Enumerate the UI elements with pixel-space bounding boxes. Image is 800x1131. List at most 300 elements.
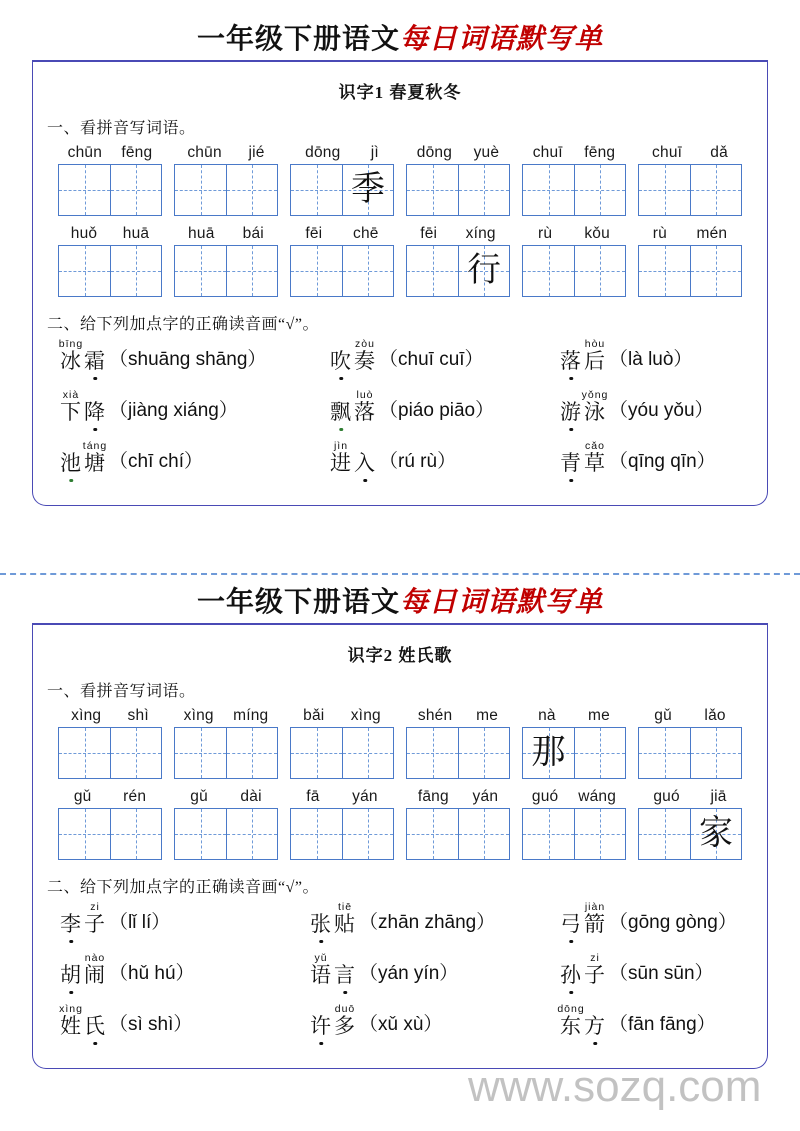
pinyin-syllable: jì	[370, 144, 379, 161]
written-character	[691, 728, 741, 778]
pinyin-choice-item[interactable]	[309, 1005, 559, 1046]
tianzige-box[interactable]	[522, 245, 626, 297]
pinyin-syllable: dōng	[305, 144, 341, 161]
question-1-heading-1: 一、看拼音写词语。	[47, 120, 196, 137]
pinyin-grid-row	[33, 225, 767, 297]
choice-character	[83, 954, 107, 995]
choice-character	[83, 442, 107, 483]
character-glyph: 吹	[330, 349, 352, 373]
tianzige-cell[interactable]	[226, 728, 277, 778]
pinyin-options[interactable]: （jiàng xiáng）	[109, 400, 238, 421]
tianzige-cell[interactable]	[59, 728, 110, 778]
written-character	[575, 809, 625, 859]
pinyin-label	[522, 707, 626, 725]
tianzige-cell[interactable]	[639, 165, 690, 215]
word-entry	[406, 225, 510, 297]
character-glyph: 闹	[84, 963, 106, 987]
tianzige-box[interactable]	[406, 164, 510, 216]
marked-character	[59, 954, 83, 995]
character-glyph: 李	[60, 912, 82, 936]
written-character: 家	[699, 815, 733, 852]
ruby-pinyin: luò	[356, 389, 374, 401]
tianzige-cell[interactable]	[342, 728, 393, 778]
word-entry	[406, 144, 510, 216]
tianzige-box[interactable]	[58, 245, 162, 297]
tianzige-cell[interactable]	[690, 165, 741, 215]
pinyin-choice-item[interactable]	[59, 954, 309, 995]
tianzige-box[interactable]	[58, 727, 162, 779]
written-character	[291, 246, 342, 296]
pinyin-syllable: shì	[127, 707, 149, 724]
page-title-2	[0, 585, 800, 622]
word-entry	[58, 707, 162, 779]
word-entry	[174, 788, 278, 860]
pinyin-options[interactable]: （hǔ hú）	[109, 963, 195, 984]
character-glyph: 张	[310, 912, 332, 936]
ruby-pinyin: zòu	[355, 338, 375, 350]
tianzige-box[interactable]	[174, 245, 278, 297]
pinyin-syllable: chūn	[187, 144, 222, 161]
written-character	[407, 728, 458, 778]
pinyin-label	[638, 788, 742, 806]
ruby-pinyin: xià	[62, 389, 80, 401]
character-glyph: 冰	[60, 349, 82, 373]
choice-word	[59, 903, 107, 944]
tianzige-cell[interactable]	[639, 809, 690, 859]
pinyin-grid-row	[33, 707, 767, 779]
pinyin-label	[174, 144, 278, 162]
ruby-pinyin: hòu	[584, 338, 606, 350]
tianzige-cell[interactable]	[291, 246, 342, 296]
pinyin-choice-item[interactable]	[309, 954, 559, 995]
written-character	[407, 246, 458, 296]
tianzige-cell[interactable]	[690, 809, 741, 859]
pinyin-choice-item[interactable]	[559, 391, 741, 432]
marked-character	[353, 442, 377, 483]
marked-character	[559, 442, 583, 483]
pinyin-label	[406, 707, 510, 725]
pinyin-syllable: jiā	[710, 788, 727, 805]
ruby-pinyin: duō	[334, 1003, 356, 1015]
tianzige-cell[interactable]	[175, 246, 226, 296]
pinyin-syllable: wáng	[578, 788, 617, 805]
lesson-title-1: 识字1 春夏秋冬	[338, 83, 462, 102]
pinyin-syllable: fēi	[420, 225, 438, 242]
pinyin-options[interactable]: （sūn sūn）	[609, 963, 714, 984]
written-character	[459, 728, 509, 778]
written-character	[227, 728, 277, 778]
worksheet-card-2	[32, 625, 768, 1069]
marked-character	[309, 903, 333, 944]
pinyin-options[interactable]: （xǔ xù）	[359, 1014, 443, 1035]
word-entry	[522, 788, 626, 860]
tianzige-box[interactable]	[522, 164, 626, 216]
pinyin-choice-section-1	[33, 340, 767, 493]
tianzige-box[interactable]	[290, 164, 394, 216]
tianzige-cell[interactable]	[458, 246, 509, 296]
written-character	[459, 165, 509, 215]
tianzige-cell[interactable]	[342, 809, 393, 859]
pinyin-syllable: dài	[240, 788, 262, 805]
pinyin-syllable: me	[476, 707, 499, 724]
ruby-pinyin: zi	[590, 952, 600, 964]
pinyin-syllable: fēng	[584, 144, 616, 161]
pinyin-label	[638, 144, 742, 162]
pinyin-choice-item[interactable]	[559, 340, 741, 381]
choice-word	[59, 442, 107, 483]
pinyin-choice-item[interactable]	[329, 391, 559, 432]
tianzige-cell[interactable]	[342, 165, 393, 215]
tianzige-cell[interactable]	[226, 165, 277, 215]
tianzige-cell[interactable]	[574, 809, 625, 859]
written-character	[227, 246, 277, 296]
pinyin-options[interactable]: （qīng qīn）	[609, 451, 716, 472]
tianzige-cell[interactable]	[639, 728, 690, 778]
character-glyph: 青	[560, 451, 582, 475]
pinyin-choice-item[interactable]	[559, 903, 741, 944]
pinyin-syllable: jié	[248, 144, 265, 161]
character-glyph: 泳	[584, 400, 606, 424]
word-entry	[638, 225, 742, 297]
tianzige-cell[interactable]	[458, 809, 509, 859]
question-2-heading-2: 二、给下列加点字的正确读音画“√”。	[47, 879, 319, 896]
written-character	[575, 728, 625, 778]
tianzige-cell[interactable]	[291, 728, 342, 778]
pinyin-syllable: xìng	[71, 707, 102, 724]
pinyin-syllable: fēi	[305, 225, 323, 242]
title-red-2: 每日词语默写单	[400, 587, 604, 618]
pinyin-options[interactable]: （lǐ lí）	[109, 912, 171, 933]
tianzige-cell[interactable]	[407, 809, 458, 859]
pinyin-choice-item[interactable]	[59, 1005, 309, 1046]
written-character	[291, 809, 342, 859]
word-entry	[406, 707, 510, 779]
pinyin-syllable: fāng	[417, 788, 449, 805]
pinyin-options[interactable]: （yán yín）	[359, 963, 459, 984]
tianzige-cell[interactable]	[59, 809, 110, 859]
tianzige-cell[interactable]	[291, 165, 342, 215]
pinyin-options[interactable]: （zhān zhāng）	[359, 912, 496, 933]
pinyin-choice-item[interactable]	[59, 442, 329, 483]
marked-character	[333, 954, 357, 995]
pinyin-label	[58, 144, 162, 162]
tianzige-box[interactable]	[290, 727, 394, 779]
tianzige-cell[interactable]	[523, 728, 574, 778]
pinyin-syllable: guó	[531, 788, 559, 805]
written-character: 季	[351, 171, 385, 208]
tianzige-cell[interactable]	[690, 728, 741, 778]
character-glyph: 子	[584, 963, 606, 987]
choice-word	[329, 442, 377, 483]
character-glyph: 弓	[560, 912, 582, 936]
worksheet-section-2	[0, 585, 800, 1069]
pinyin-choice-item[interactable]	[59, 903, 309, 944]
marked-character	[83, 391, 107, 432]
pinyin-syllable: xìng	[350, 707, 381, 724]
pinyin-choice-item[interactable]	[329, 442, 559, 483]
marked-character	[559, 391, 583, 432]
written-character	[343, 809, 393, 859]
ruby-pinyin: nào	[84, 952, 106, 964]
pinyin-grid-row	[33, 788, 767, 860]
tianzige-cell[interactable]	[110, 246, 161, 296]
pinyin-syllable: xìng	[183, 707, 214, 724]
pinyin-label	[638, 225, 742, 243]
tianzige-box[interactable]	[522, 727, 626, 779]
tianzige-box[interactable]	[58, 164, 162, 216]
character-glyph: 池	[60, 451, 82, 475]
tianzige-box[interactable]	[174, 727, 278, 779]
written-character	[59, 809, 110, 859]
tianzige-box[interactable]	[522, 808, 626, 860]
pinyin-grid-section-2	[33, 707, 767, 860]
choice-word	[59, 954, 107, 995]
tianzige-cell[interactable]	[690, 246, 741, 296]
tianzige-cell[interactable]	[574, 728, 625, 778]
pinyin-syllable: bái	[242, 225, 264, 242]
character-glyph: 多	[334, 1014, 356, 1038]
tianzige-cell[interactable]	[110, 728, 161, 778]
character-glyph: 塘	[84, 451, 106, 475]
pinyin-options[interactable]: （là luò）	[609, 349, 693, 370]
pinyin-syllable: guó	[653, 788, 680, 805]
written-character	[59, 165, 110, 215]
tianzige-cell[interactable]	[175, 809, 226, 859]
tianzige-cell[interactable]	[59, 165, 110, 215]
pinyin-options[interactable]: （fān fāng）	[609, 1014, 716, 1035]
written-character	[523, 809, 574, 859]
tianzige-box[interactable]	[58, 808, 162, 860]
written-character	[59, 246, 110, 296]
choice-character	[59, 340, 83, 381]
tianzige-cell[interactable]	[175, 165, 226, 215]
choice-word	[559, 903, 607, 944]
written-character	[639, 728, 690, 778]
pinyin-syllable: rén	[123, 788, 147, 805]
tianzige-cell[interactable]	[458, 728, 509, 778]
ruby-pinyin: dōng	[557, 1003, 585, 1015]
tianzige-cell[interactable]	[523, 246, 574, 296]
character-glyph: 入	[354, 451, 376, 475]
pinyin-label	[58, 225, 162, 243]
tianzige-box[interactable]	[290, 808, 394, 860]
character-glyph: 贴	[334, 912, 356, 936]
tianzige-cell[interactable]	[342, 246, 393, 296]
pinyin-options[interactable]: （gōng gòng）	[609, 912, 737, 933]
pinyin-grid-section-1	[33, 144, 767, 297]
written-character	[175, 165, 226, 215]
pinyin-choice-item[interactable]	[59, 340, 329, 381]
choice-character	[59, 391, 83, 432]
choice-character	[583, 442, 607, 483]
character-glyph: 进	[330, 451, 352, 475]
pinyin-syllable: gǔ	[73, 788, 92, 805]
pinyin-syllable: kǒu	[584, 225, 610, 242]
pinyin-choice-section-2	[33, 903, 767, 1056]
tianzige-cell[interactable]	[523, 809, 574, 859]
word-entry	[290, 707, 394, 779]
marked-character	[559, 903, 583, 944]
pinyin-syllable: míng	[233, 707, 269, 724]
word-entry	[174, 707, 278, 779]
choice-word	[59, 1005, 107, 1046]
tianzige-cell[interactable]	[110, 809, 161, 859]
character-glyph: 奏	[354, 349, 376, 373]
marked-character	[583, 1005, 607, 1046]
word-entry	[522, 144, 626, 216]
tianzige-cell[interactable]	[226, 246, 277, 296]
tianzige-box[interactable]	[406, 245, 510, 297]
pinyin-options[interactable]: （sì shì）	[109, 1014, 193, 1035]
word-entry	[638, 707, 742, 779]
pinyin-syllable: gǔ	[654, 707, 672, 724]
tianzige-box[interactable]	[174, 164, 278, 216]
ruby-pinyin: yǔ	[314, 952, 328, 964]
tianzige-box[interactable]	[638, 164, 742, 216]
tianzige-box[interactable]	[174, 808, 278, 860]
pinyin-options[interactable]: （rú rù）	[379, 451, 457, 472]
ruby-pinyin: yǒng	[581, 389, 609, 401]
pinyin-options[interactable]: （chī chí）	[109, 451, 203, 472]
tianzige-box[interactable]	[290, 245, 394, 297]
tianzige-box[interactable]	[406, 727, 510, 779]
written-character	[575, 165, 625, 215]
pinyin-syllable: chuī	[532, 144, 563, 161]
tianzige-cell[interactable]	[458, 165, 509, 215]
pinyin-label	[522, 225, 626, 243]
marked-character	[559, 340, 583, 381]
tianzige-cell[interactable]	[59, 246, 110, 296]
choice-word	[559, 391, 607, 432]
tianzige-cell[interactable]	[407, 165, 458, 215]
tianzige-cell[interactable]	[407, 246, 458, 296]
written-character	[691, 165, 741, 215]
choice-character	[583, 903, 607, 944]
pinyin-choice-item[interactable]	[59, 391, 329, 432]
pinyin-syllable: chūn	[67, 144, 103, 161]
word-entry	[58, 225, 162, 297]
choice-character	[353, 391, 377, 432]
written-character	[291, 165, 342, 215]
character-glyph: 箭	[584, 912, 606, 936]
pinyin-choice-item[interactable]	[329, 340, 559, 381]
pinyin-syllable: fā	[306, 788, 320, 805]
pinyin-choice-item[interactable]	[309, 903, 559, 944]
ruby-pinyin: zi	[90, 901, 100, 913]
choice-word	[329, 391, 377, 432]
tianzige-cell[interactable]	[523, 165, 574, 215]
word-entry	[290, 788, 394, 860]
written-character	[175, 809, 226, 859]
lesson-title-2: 识字2 姓氏歌	[347, 646, 453, 665]
character-glyph: 下	[60, 400, 82, 424]
pinyin-options[interactable]: （yóu yǒu）	[609, 400, 714, 421]
written-character	[523, 246, 574, 296]
pinyin-syllable: lǎo	[704, 707, 726, 724]
character-glyph: 降	[84, 400, 106, 424]
title-black-1: 一年级下册语文	[196, 24, 400, 55]
tianzige-cell[interactable]	[226, 809, 277, 859]
choice-character	[583, 340, 607, 381]
marked-character	[309, 1005, 333, 1046]
word-entry	[174, 225, 278, 297]
written-character	[575, 246, 625, 296]
marked-character	[59, 442, 83, 483]
pinyin-syllable: shén	[417, 707, 453, 724]
character-glyph: 霜	[84, 349, 106, 373]
tianzige-cell[interactable]	[574, 246, 625, 296]
character-glyph: 后	[584, 349, 606, 373]
watermark: www.sozq.com	[468, 1062, 762, 1111]
written-character	[291, 728, 342, 778]
pinyin-label	[290, 788, 394, 806]
written-character: 那	[531, 734, 566, 771]
title-red-1: 每日词语默写单	[400, 24, 604, 55]
word-entry	[522, 225, 626, 297]
written-character: 行	[467, 252, 501, 289]
page-title-1	[0, 22, 800, 59]
tianzige-box[interactable]	[638, 245, 742, 297]
pinyin-syllable: fēng	[121, 144, 153, 161]
pinyin-choice-item[interactable]	[559, 1005, 741, 1046]
pinyin-syllable: rù	[538, 225, 553, 242]
marked-character	[329, 391, 353, 432]
tianzige-box[interactable]	[406, 808, 510, 860]
pinyin-syllable: yuè	[473, 144, 500, 161]
pinyin-syllable: chē	[353, 225, 379, 242]
tianzige-cell[interactable]	[639, 246, 690, 296]
written-character	[111, 809, 161, 859]
pinyin-grid-row	[33, 144, 767, 216]
written-character	[691, 246, 741, 296]
ruby-pinyin: xìng	[59, 1003, 83, 1015]
ruby-pinyin: tiē	[337, 901, 353, 913]
tianzige-box[interactable]	[638, 808, 742, 860]
written-character	[227, 809, 277, 859]
ruby-pinyin: jiàn	[584, 901, 606, 913]
pinyin-syllable: rù	[652, 225, 667, 242]
pinyin-label	[638, 707, 742, 725]
pinyin-label	[290, 144, 394, 162]
word-entry	[58, 144, 162, 216]
pinyin-syllable: yán	[472, 788, 499, 805]
pinyin-options[interactable]: （piáo piāo）	[379, 400, 495, 421]
written-character	[407, 165, 458, 215]
choice-character	[59, 1005, 83, 1046]
pinyin-options[interactable]: （shuāng shāng）	[109, 349, 267, 370]
choice-word	[559, 1005, 607, 1046]
page-separator	[0, 573, 800, 575]
word-entry	[290, 144, 394, 216]
character-glyph: 游	[560, 400, 582, 424]
pinyin-choice-item[interactable]	[559, 954, 741, 995]
pinyin-syllable: nà	[538, 707, 556, 724]
word-entry	[638, 788, 742, 860]
tianzige-cell[interactable]	[175, 728, 226, 778]
pinyin-syllable: me	[587, 707, 610, 724]
tianzige-cell[interactable]	[110, 165, 161, 215]
character-glyph: 孙	[560, 963, 582, 987]
pinyin-syllable: xíng	[465, 225, 496, 242]
tianzige-cell[interactable]	[574, 165, 625, 215]
pinyin-label	[522, 788, 626, 806]
tianzige-cell[interactable]	[291, 809, 342, 859]
pinyin-label	[290, 225, 394, 243]
tianzige-cell[interactable]	[407, 728, 458, 778]
pinyin-options[interactable]: （chuī cuī）	[379, 349, 484, 370]
tianzige-box[interactable]	[638, 727, 742, 779]
pinyin-choice-item[interactable]	[559, 442, 741, 483]
